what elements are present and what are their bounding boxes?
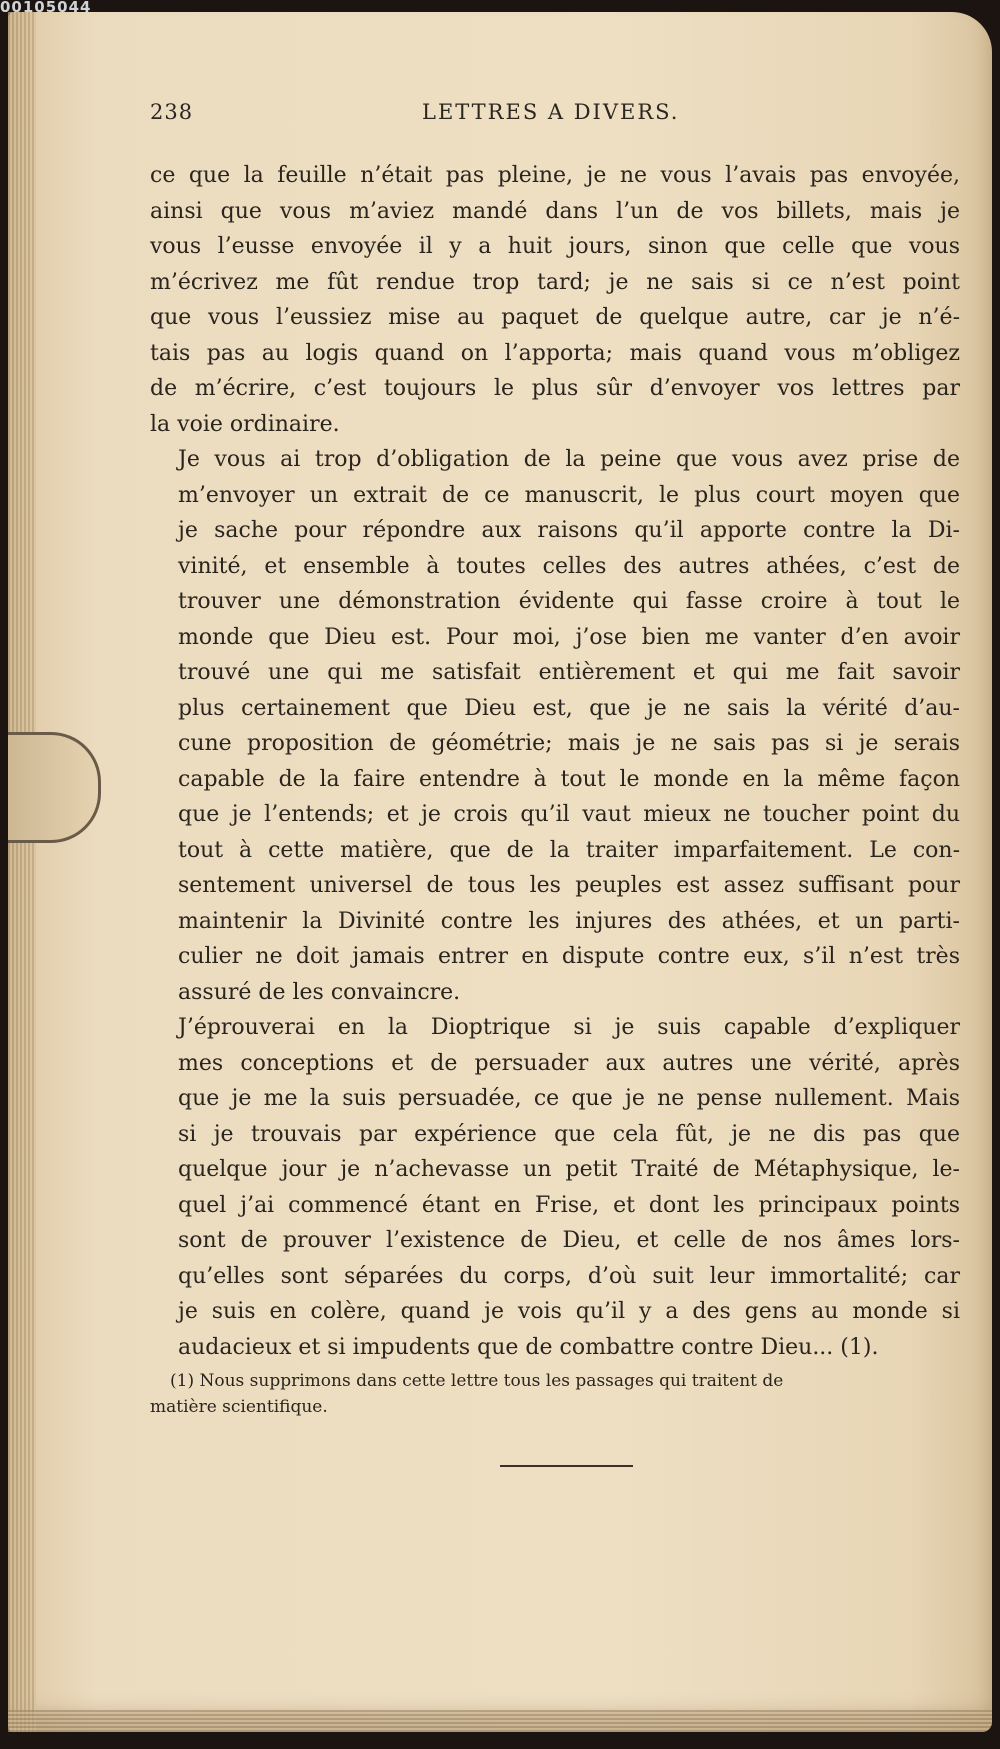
text-line: quelque jour je n’achevasse un petit Traité de Métaphysique, le- <box>178 1157 960 1182</box>
text-line: que vous l’eussiez mise au paquet de quelque autre, car je n’é- <box>150 305 960 330</box>
end-rule <box>500 1465 633 1467</box>
text-line: je suis en colère, quand je vois qu’il y a des gens au monde si <box>178 1299 960 1324</box>
text-line: tais pas au logis quand on l’apporta; mais quand vous m’obligez <box>150 340 960 366</box>
text-line: ainsi que vous m’aviez mandé dans l’un de vos billets, mais je <box>150 198 960 224</box>
text-line: m’envoyer un extrait de ce manuscrit, le plus court moyen que <box>178 482 960 508</box>
page-edges <box>8 12 36 1732</box>
text-line: trouvé une qui me satisfait entièrement et qui me fait savoir <box>178 660 960 685</box>
footnote-line: matière scientifique. <box>150 1397 328 1417</box>
text-line: si je trouvais par expérience que cela fût, je ne dis pas que <box>178 1121 960 1147</box>
text-line: capable de la faire entendre à tout le monde en la même façon <box>178 766 960 792</box>
text-line: vinité, et ensemble à toutes celles des autres athées, c’est de <box>178 553 960 579</box>
text-line: plus certainement que Dieu est, que je ne sais la vérité d’au- <box>178 695 960 721</box>
page-bottom-edges <box>8 1710 992 1732</box>
text-line: ce que la feuille n’était pas pleine, je ne vous l’avais pas envoyée, <box>150 163 960 188</box>
text-line: qu’elles sont séparées du corps, d’où suit leur immortalité; car <box>178 1263 960 1289</box>
text-line: quel j’ai commencé étant en Frise, et dont les principaux points <box>178 1192 960 1218</box>
paragraph <box>150 158 960 442</box>
text-line: la voie ordinaire. <box>150 411 340 437</box>
text-line: je sache pour répondre aux raisons qu’il apporte contre la Di- <box>178 518 960 543</box>
footnote-line: (1) Nous supprimons dans cette lettre tous les passages qui traitent de <box>170 1371 784 1391</box>
running-title: LETTRES A DIVERS. <box>422 100 680 124</box>
text-line: sentement universel de tous les peuples est assez suffisant pour <box>178 873 960 898</box>
text-line: maintenir la Divinité contre les injures des athées, et un parti- <box>178 908 960 934</box>
text-line: cune proposition de géométrie; mais je ne sais pas si je serais <box>178 731 960 756</box>
text-line: que je l’entends; et je crois qu’il vaut mieux ne toucher point du <box>178 802 960 827</box>
text-line: que je me la suis persuadée, ce que je ne pense nullement. Mais <box>178 1086 960 1111</box>
body-text <box>150 158 960 1365</box>
running-head <box>150 100 970 130</box>
footnote <box>150 1368 960 1420</box>
text-line: mes conceptions et de persuader aux autres une vérité, après <box>178 1050 960 1076</box>
text-line: m’écrivez me fût rendue trop tard; je ne sais si ce n’est point <box>150 269 960 295</box>
text-line: assuré de les convaincre. <box>178 979 461 1005</box>
text-line: sont de prouver l’existence de Dieu, et celle de nos âmes lors- <box>178 1228 960 1253</box>
text-line: trouver une démonstration évidente qui fasse croire à tout le <box>178 589 960 614</box>
paragraph <box>150 1010 960 1365</box>
text-line: tout à cette matière, que de la traiter imparfaitement. Le con- <box>178 837 960 863</box>
text-line: J’éprouverai en la Dioptrique si je suis capable d’expliquer <box>178 1015 960 1040</box>
page-number: 238 <box>150 100 194 124</box>
scan-id-label: 00105044 <box>0 0 92 14</box>
text-line: vous l’eusse envoyée il y a huit jours, sinon que celle que vous <box>150 234 960 259</box>
text-line: audacieux et si impudents que de combattre contre Dieu... (1). <box>178 1334 879 1360</box>
text-line: de m’écrire, c’est toujours le plus sûr d’envoyer vos lettres par <box>150 376 960 401</box>
text-line: monde que Dieu est. Pour moi, j’ose bien me vanter d’en avoir <box>178 624 960 650</box>
page-clip <box>8 732 101 843</box>
text-line: Je vous ai trop d’obligation de la peine que vous avez prise de <box>178 447 960 472</box>
paragraph <box>150 442 960 1010</box>
text-line: culier ne doit jamais entrer en dispute contre eux, s’il n’est très <box>178 944 960 969</box>
